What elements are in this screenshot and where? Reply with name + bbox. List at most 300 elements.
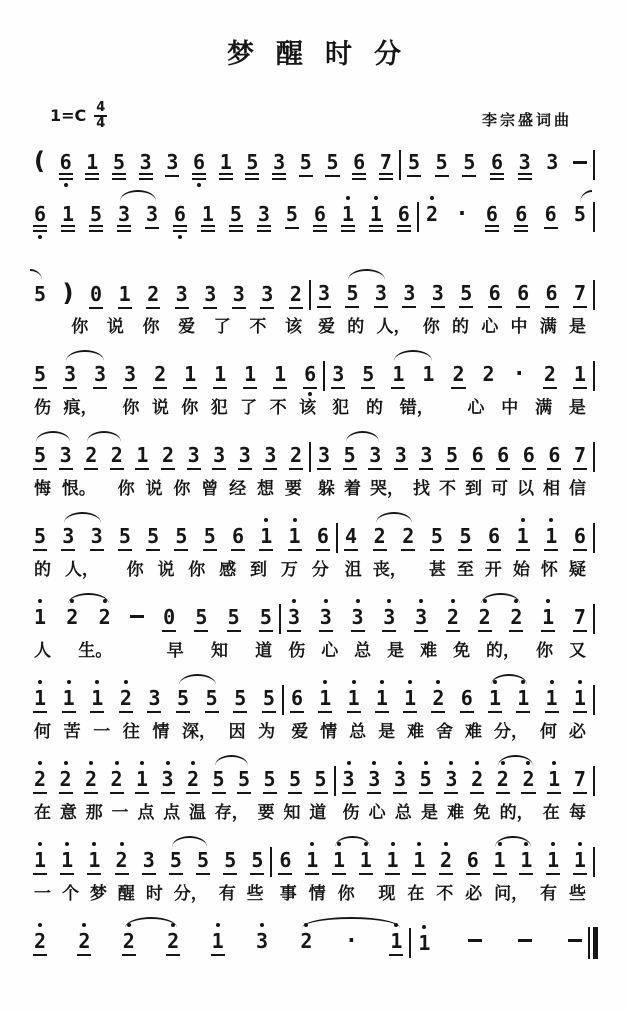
note-3: 3 [368,444,382,470]
lyric-syllable: 问， [494,884,529,905]
lyric-syllable: 时 [145,884,163,905]
note-4: 4 [344,525,358,551]
barline [593,847,595,877]
lyric-syllable: 总 [394,803,412,824]
lyric-syllable: 每 [568,803,586,824]
lyric-syllable: 可 [491,479,508,500]
measure [275,849,590,875]
lyric-row [30,315,598,339]
system [30,673,598,744]
duration-dash [518,939,532,942]
lyric-syllable: 说 [157,560,175,581]
note-1: 1 [391,363,405,389]
note-3: 3 [414,606,428,632]
lyric-row [30,882,598,906]
note-1: 1 [516,687,530,713]
lyric-syllable: 伤 [342,803,360,824]
barline [270,847,272,877]
barline [593,280,595,310]
lyric-row [30,801,598,825]
measure [414,932,585,954]
lyric-syllable: 免 [473,803,491,824]
note-2: 2 [166,930,180,956]
note-5: 5 [205,687,219,713]
note-6: 6 [544,203,558,229]
note-2: 2 [119,687,133,713]
note-3: 3 [63,363,77,389]
barline [334,766,336,796]
slur-arc [120,190,156,201]
lyric-line [30,882,268,906]
barline [309,280,311,310]
lyric-syllable: 你 [181,398,199,419]
note-1: 1 [85,151,99,180]
lyric-syllable: 知 [210,641,228,662]
slur-arc [125,917,177,928]
note-2: 2 [439,849,453,875]
note-1: 1 [359,849,373,875]
lyric-syllable: 想 [257,479,274,500]
lyric-syllable: 说 [151,398,169,419]
lyric-line [284,639,590,663]
note-3: 3 [546,149,559,174]
slur-arc [172,836,207,847]
augmentation-dot: · [455,201,469,227]
lyric-syllable: 个 [61,884,79,905]
note-5: 5 [212,768,226,794]
barline [417,202,419,232]
lyric-line [314,315,590,339]
measure [404,151,590,180]
note-5: 5 [445,444,459,470]
note-1: 1 [389,930,403,956]
note-1: 1 [211,930,225,956]
lyric-syllable: 苦 [63,722,81,743]
lyric-syllable: 你 [142,317,160,338]
lyric-row [30,477,598,501]
note-3: 3 [317,444,331,470]
note-3: 3 [272,151,286,180]
lyric-syllable: 存， [214,803,249,824]
barline [336,523,338,553]
bar-spacer [330,801,338,825]
lyric-syllable: 不 [439,479,456,500]
lyric-syllable: 爱 [291,722,309,743]
lyric-syllable: 意 [59,803,77,824]
lyric-line [30,720,279,744]
barline [593,150,595,180]
note-3: 3 [260,283,274,309]
note-5: 5 [33,363,47,389]
measure [341,525,590,551]
bar-spacer [590,720,598,744]
lyric-syllable: 是 [420,803,438,824]
note-3: 3 [90,525,104,551]
lyric-syllable: 在 [34,803,51,824]
lyric-syllable: 到 [465,479,482,500]
slur-arc [66,350,104,361]
lyric-syllable: 心 [467,398,485,419]
note-5: 5 [33,525,47,551]
note-0: 0 [89,283,103,309]
note-3: 3 [393,768,407,794]
music-row [30,673,598,719]
note-6: 6 [522,444,536,470]
note-2: 2 [66,605,79,630]
note-3: 3 [142,849,156,875]
note-1: 1 [573,687,587,713]
note-1: 1 [87,849,101,875]
note-5: 5 [343,444,357,470]
note-6: 6 [173,203,187,232]
note-6: 6 [471,444,485,470]
note-6: 6 [573,525,587,551]
lyric-row [30,558,598,582]
note-2: 2 [451,363,465,389]
time-denominator: 4 [96,115,106,131]
note-3: 3 [123,363,137,389]
note-5: 5 [146,525,160,551]
note-1: 1 [341,203,355,232]
lyric-syllable: 爱 [178,317,196,338]
note-1: 1 [219,151,233,180]
note-5: 5 [435,151,449,177]
lyric-syllable: 万 [280,560,298,581]
final-barline [588,927,598,959]
duration-dash [130,615,144,618]
lyric-syllable: 一 [93,722,111,743]
note-5: 5 [169,849,183,875]
lyric-syllable: 找 [413,479,430,500]
lyric-syllable: 错， [399,398,434,419]
lyric-syllable: 要 [257,803,275,824]
lyric-syllable: 那 [85,803,103,824]
bar-spacer [279,720,287,744]
note-5: 5 [419,768,433,794]
lyric-syllable: 痕， [63,398,98,419]
note-5: 5 [288,768,302,794]
note-1: 1 [547,768,561,794]
intro-paren: ( [34,147,45,176]
note-3: 3 [351,606,365,632]
measure [314,444,590,470]
note-5: 5 [227,606,241,632]
lyric-syllable: 要 [284,479,302,500]
lyric-syllable: 的， [499,803,534,824]
note-5: 5 [407,151,421,177]
note-3: 3 [367,768,381,794]
note-1: 1 [385,849,399,875]
note-3: 3 [139,151,153,180]
lyric-syllable: 中 [510,317,528,338]
note-2: 2 [373,525,387,551]
note-3: 3 [117,203,131,232]
lyric-syllable: 醒 [117,884,135,905]
note-6: 6 [460,687,474,713]
note-2: 2 [84,444,98,470]
note-6: 6 [313,203,327,232]
note-5: 5 [345,282,359,308]
note-6: 6 [352,151,366,180]
music-row [30,592,598,638]
lyric-syllable: 怀 [540,560,558,581]
measure [30,930,406,956]
note-2: 2 [446,606,460,632]
lyric-syllable: 是 [569,317,586,338]
note-1: 1 [288,525,302,551]
note-5: 5 [361,363,375,389]
note-3: 3 [319,606,333,632]
note-6: 6 [485,203,499,232]
barline [323,361,325,391]
lyric-syllable: 信 [569,479,586,500]
note-1: 1 [546,849,560,875]
lyric-syllable: 恨。 [61,479,96,500]
slur-arc [64,512,101,523]
note-5: 5 [573,201,586,226]
lyric-syllable: 情 [308,884,326,905]
barline [593,202,595,232]
note-1: 1 [318,687,332,713]
lyric-syllable: 道 [255,641,273,662]
lyric-line [30,315,306,339]
note-1: 1 [369,203,383,232]
system [30,511,598,582]
lyric-syllable: 有 [218,884,236,905]
time-numerator: 4 [96,100,106,115]
measure [30,849,267,875]
lyric-line [328,396,590,420]
lyric-syllable: 始 [512,560,530,581]
note-5: 5 [259,606,273,632]
note-5: 5 [89,203,103,232]
note-2: 2 [521,768,535,794]
slur-arc [346,431,379,442]
note-5: 5 [33,444,47,470]
note-2: 2 [84,768,98,794]
lyric-syllable: 沮 [344,560,362,581]
note-5: 5 [233,687,247,713]
note-6: 6 [516,282,530,308]
measure [30,444,306,470]
lyric-syllable: 在 [407,884,425,905]
lyric-syllable: 梦 [89,884,107,905]
note-1: 1 [118,283,132,309]
note-3: 3 [518,151,532,180]
slur-arc [87,431,121,442]
note-3: 3 [212,444,226,470]
note-6: 6 [496,444,510,470]
lyric-syllable: 总 [354,641,372,662]
measure [328,363,590,389]
augmentation-dot: · [344,929,358,955]
lyric-syllable: 何 [539,722,557,743]
note-3: 3 [444,768,458,794]
measure [284,606,590,632]
lyric-syllable: 不 [436,884,454,905]
note-2: 2 [431,687,445,713]
lyric-syllable: 分， [173,884,208,905]
note-2: 2 [496,768,510,794]
note-2: 2 [482,362,495,387]
note-1: 1 [573,363,587,389]
lyric-syllable: 中 [501,398,519,419]
note-2: 2 [115,849,129,875]
note-2: 2 [186,768,200,794]
note-2: 2 [289,444,303,470]
note-1: 1 [135,768,149,794]
note-5: 5 [176,687,190,713]
lyric-syllable: 伤 [34,398,51,419]
lyric-syllable: 至 [456,560,474,581]
note-1: 1 [183,363,197,389]
slur-arc [335,836,369,847]
lyric-syllable: 分， [493,722,528,743]
lyric-syllable: 你 [536,641,553,662]
bar-spacer [590,315,598,339]
lyric-syllable: 为 [258,722,276,743]
lyric-syllable: 了 [213,317,231,338]
music-row [30,835,598,881]
lyric-syllable: 免 [453,641,471,662]
lyric-syllable: 是 [378,722,396,743]
barline [282,685,284,715]
system [30,268,598,339]
lyric-syllable: 人 [34,641,51,662]
note-3: 3 [59,444,73,470]
time-signature [94,101,107,130]
lyric-syllable: 人， [376,317,411,338]
lyric-syllable: 舍 [436,722,454,743]
measure [30,203,414,232]
lyric-line [30,558,333,582]
lyric-syllable: 情 [320,722,338,743]
lyric-syllable: 不 [269,398,287,419]
note-2: 2 [478,606,492,632]
measure [30,278,306,309]
note-1: 1 [60,849,74,875]
lyric-syllable: 该 [299,398,317,419]
lyric-syllable: 你 [117,479,135,500]
lyric-syllable: 必 [465,884,483,905]
slur-arc [36,431,70,442]
note-3: 3 [317,282,331,308]
lyric-syllable: 难 [420,641,438,662]
note-7: 7 [573,282,587,308]
note-6: 6 [231,525,245,551]
note-5: 5 [458,525,472,551]
barline [593,442,595,472]
note-3: 3 [203,283,217,309]
lyric-syllable: 点 [137,803,155,824]
note-3: 3 [238,444,252,470]
note-5: 5 [237,768,251,794]
note-3: 3 [331,363,345,389]
measure [30,768,331,794]
note-1: 1 [62,687,76,713]
note-1: 1 [243,363,257,389]
note-2: 2 [146,283,160,309]
lyric-syllable: 你 [71,317,89,338]
measure [30,687,279,713]
bar-spacer [320,396,328,420]
lyric-syllable: 何 [34,722,51,743]
lyric-syllable: 说 [106,317,124,338]
note-3: 3 [232,283,246,309]
lyric-syllable: 的 [452,317,469,338]
note-3: 3 [61,525,75,551]
lyric-syllable: 犯 [210,398,228,419]
note-6: 6 [466,849,480,875]
note-5: 5 [223,849,237,875]
note-5: 5 [314,768,328,794]
lyric-row [30,639,598,663]
note-1: 1 [347,687,361,713]
note-5: 5 [203,525,217,551]
note-2: 2 [426,201,439,226]
measure [287,687,590,713]
duration-dash [573,161,587,164]
lyric-syllable: 深， [181,722,216,743]
note-5: 5 [462,151,476,177]
system [30,349,598,420]
lyric-syllable: 难 [465,722,483,743]
lyric-line [30,801,330,825]
note-1: 1 [422,362,435,387]
note-1: 1 [213,363,227,389]
bar-spacer [268,882,276,906]
note-6: 6 [490,151,504,180]
note-0: 0 [162,606,176,632]
music-row [30,349,598,395]
slur-arc [376,512,412,523]
intro-paren: ) [62,278,74,307]
measure [314,282,590,308]
lyric-syllable: 一 [34,884,51,905]
note-1: 1 [412,849,426,875]
note-5: 5 [174,525,188,551]
note-2: 2 [153,363,167,389]
system [30,430,598,501]
note-6: 6 [487,525,501,551]
lyric-syllable: 心 [368,803,386,824]
tie-over-barline [580,190,592,203]
augmentation-dot: · [512,362,526,388]
lyric-syllable: 分 [311,560,329,581]
lyric-syllable: 你 [337,884,355,905]
barline [309,442,311,472]
note-6: 6 [547,444,561,470]
barline [399,150,401,180]
lyric-syllable: 你 [122,398,140,419]
note-2: 2 [509,606,523,632]
note-1: 1 [61,203,75,232]
lyric-syllable: 现 [378,884,396,905]
lyric-syllable: 难 [447,803,465,824]
lyric-syllable: 有 [540,884,558,905]
note-6: 6 [278,849,292,875]
note-5: 5 [196,849,210,875]
bar-spacer [306,477,314,501]
bar-spacer [590,477,598,501]
note-3: 3 [431,282,445,308]
system [30,190,598,236]
lyric-syllable: 满 [539,317,557,338]
note-1: 1 [541,606,555,632]
music-row [30,268,598,314]
note-2: 2 [543,363,557,389]
note-2: 2 [110,444,124,470]
